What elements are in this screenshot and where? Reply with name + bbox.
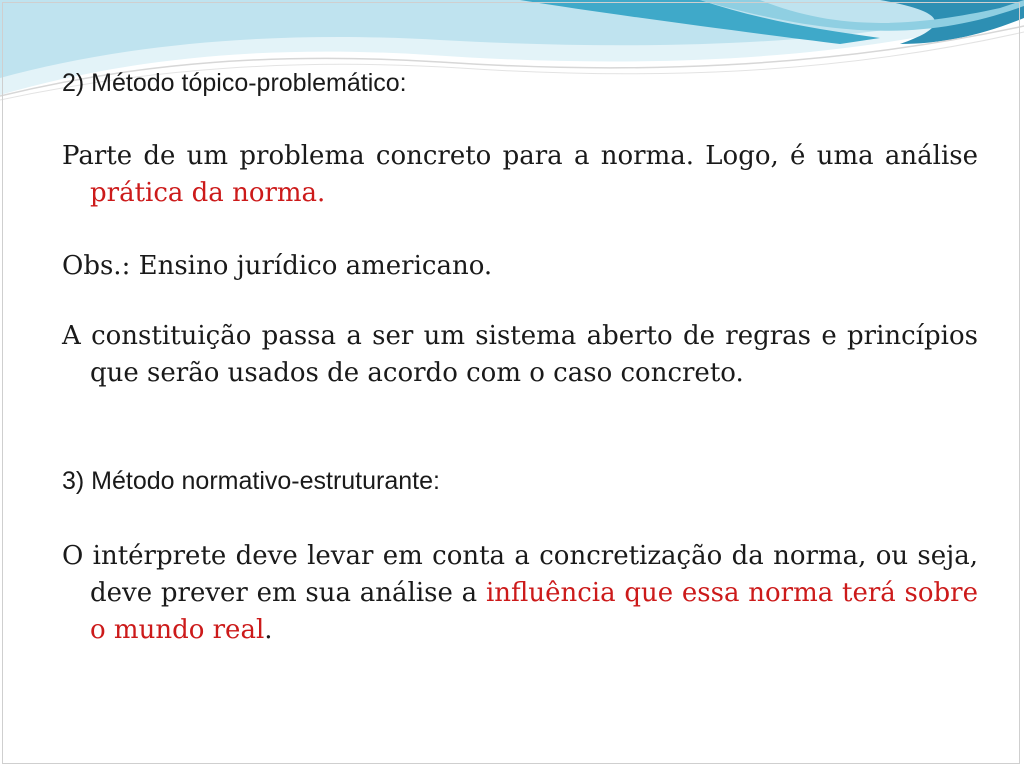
highlight-pratica: prática da norma. xyxy=(90,178,326,208)
highlight-influencia: influência que essa norma terá sobre o mundo real xyxy=(90,578,978,645)
paragraph-normativo xyxy=(62,538,978,649)
heading-method-3: 3) Método normativo-estruturante: xyxy=(62,467,440,495)
paragraph-obs: Obs.: Ensino jurídico americano. xyxy=(62,251,493,281)
paragraph-topico xyxy=(62,138,978,212)
paragraph-topico-text: Parte de um problema concreto para a norma. Logo, é uma análise xyxy=(62,141,978,171)
paragraph-normativo-text: O intérprete deve levar em conta a concretização da norma, ou seja, deve prever em sua análise a xyxy=(62,541,978,608)
paragraph-normativo-end: . xyxy=(264,615,273,645)
paragraph-constituicao: A constituição passa a ser um sistema aberto de regras e princípios que serão usados de acordo com o caso concreto. xyxy=(62,321,978,388)
heading-method-2: 2) Método tópico-problemático: xyxy=(62,69,407,97)
